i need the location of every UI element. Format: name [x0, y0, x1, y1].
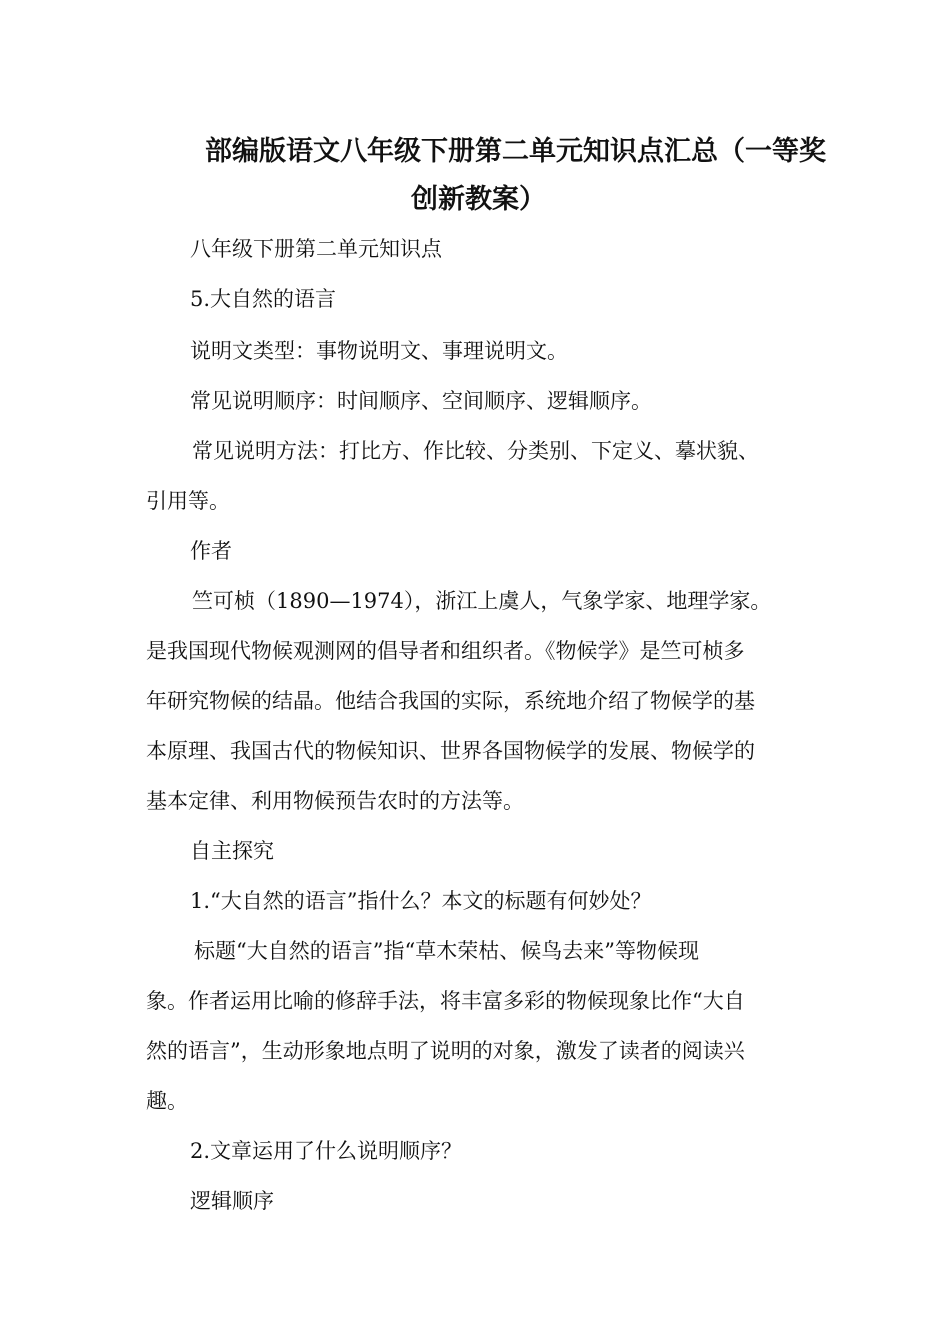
author-bio-line: 是我国现代物候观测网的倡导者和组织者。《物候学》是竺可桢多	[146, 639, 745, 663]
common-orders: 常见说明顺序：时间顺序、空间顺序、逻辑顺序。	[190, 389, 652, 413]
common-methods-line-2: 引用等。	[146, 489, 230, 513]
self-study-heading: 自主探究	[190, 839, 274, 863]
document-title-line-1: 部编版语文八年级下册第二单元知识点汇总（一等奖	[205, 136, 826, 167]
author-bio-line: 年研究物候的结晶。他结合我国的实际，系统地介绍了物候学的基	[146, 689, 755, 713]
author-heading: 作者	[190, 539, 232, 563]
answer-1-line: 趣。	[146, 1089, 188, 1113]
lesson-heading: 5.大自然的语言	[190, 287, 337, 311]
answer-1-line: 象。作者运用比喻的修辞手法，将丰富多彩的物候现象比作“大自	[146, 989, 745, 1013]
author-bio-line: 本原理、我国古代的物候知识、世界各国物候学的发展、物候学的	[146, 739, 755, 763]
document-title-line-2: 创新教案）	[411, 184, 546, 215]
question-1: 1.“大自然的语言”指什么？本文的标题有何妙处？	[190, 889, 652, 913]
question-2: 2.文章运用了什么说明顺序？	[190, 1139, 463, 1163]
expository-types: 说明文类型：事物说明文、事理说明文。	[190, 339, 568, 363]
author-bio-line: 竺可桢（1890—1974），浙江上虞人，气象学家、地理学家。	[192, 589, 772, 613]
common-methods-line-1: 常见说明方法：打比方、作比较、分类别、下定义、摹状貌、	[192, 439, 759, 463]
answer-1-line: 然的语言”，生动形象地点明了说明的对象，激发了读者的阅读兴	[146, 1039, 745, 1063]
answer-2: 逻辑顺序	[190, 1189, 274, 1213]
answer-1-line: 标题“大自然的语言”指“草木荣枯、候鸟去来”等物候现	[194, 939, 699, 963]
author-bio-line: 基本定律、利用物候预告农时的方法等。	[146, 789, 524, 813]
section-subtitle: 八年级下册第二单元知识点	[190, 237, 442, 261]
